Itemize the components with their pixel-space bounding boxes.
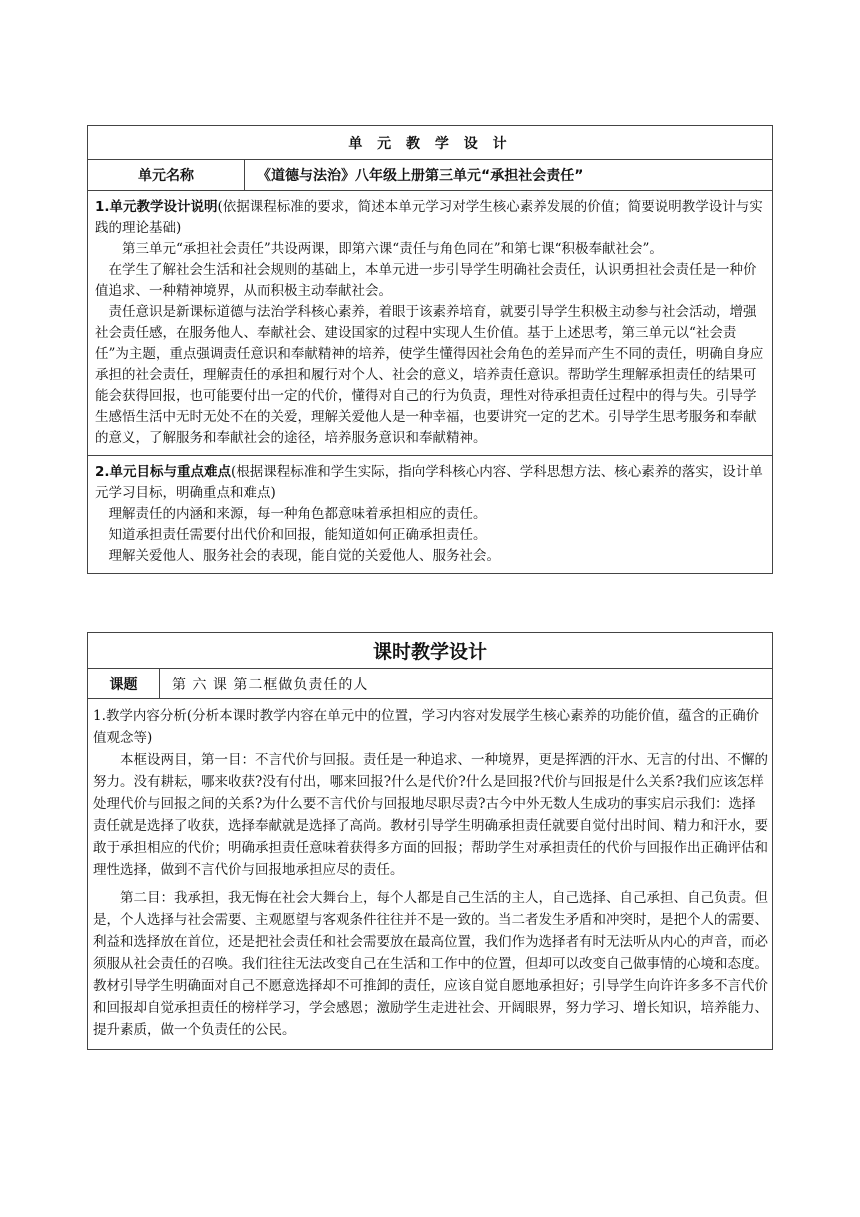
unit-design-table: [87, 125, 773, 574]
section-note: (根据课程标准和学生实际，指向学科核心内容、学科思想方法、核心素养的落实，设计单元学习目标，明确重点和难点): [95, 464, 763, 501]
goal-item: 理解关爱他人、服务社会的表现，能自觉的关爱他人、服务社会。: [108, 548, 500, 564]
section-note: (依据课程标准的要求，简述本单元学习对学生核心素养发展的价值；简要说明教学设计与实践的理论基础): [95, 199, 763, 236]
unit-design-title: 单 元 教 学 设 计: [88, 126, 772, 160]
paragraph: 在学生了解社会生活和社会规则的基础上，本单元进一步引导学生明确社会责任，认识勇担社会责任是一种价值追求、一种精神境界，从而积极主动奉献社会。: [95, 262, 757, 299]
paragraph: 责任意识是新课标道德与法治学科核心素养，着眼于该素养培育，就要引导学生积极主动参与社会活动，增强社会责任感，在服务他人、奉献社会、建设国家的过程中实现人生价值。基于上述思考，第三单元以“社会责任”为主题，重点强调责任意识和奉献精神的培养，使学生懂得因社会角色的差异而产生不同的责任，明确自身应承担的社会责任，理解责任的承担和履行对个人、社会的意义，培养责任意识。帮助学生理解承担责任的结果可能会获得回报，也可能要付出一定的代价，懂得对自己的行为负责，理性对待承担责任过程中的得与失。引导学生感悟生活中无时无处不在的关爱，理解关爱他人是一种幸福，也要讲究一定的艺术。引导学生思考服务和奉献的意义，了解服务和奉献社会的途径，培养服务意识和奉献精神。: [95, 304, 764, 446]
lesson-design-table: [87, 632, 773, 1050]
unit-name-value: 《道德与法治》八年级上册第三单元“承担社会责任”: [257, 168, 584, 184]
section-title: 1.单元教学设计说明: [95, 199, 218, 215]
content-analysis-cell: [88, 699, 772, 1049]
section-title: 1.教学内容分析(分析本课时教学内容在单元中的位置，学习内容对发展学生核心素养的功能价值，蕴含的正确价值观念等): [93, 708, 760, 746]
unit-name-label: 单元名称: [88, 160, 245, 190]
paragraph: 第三单元“承担社会责任”共设两课，即第六课“责任与角色同在”和第七课“积极奉献社会”。: [122, 241, 663, 257]
section-heading: [95, 197, 766, 239]
section-heading: [95, 462, 766, 504]
goal-item: 知道承担责任需要付出代价和回报，能知道如何正确承担责任。: [108, 527, 487, 543]
unit-design-description-cell: [88, 191, 772, 456]
lesson-design-title: 课时教学设计: [88, 633, 772, 669]
paragraph: 第二目：我承担，我无悔在社会大舞台上，每个人都是自己生活的主人，自己选择、自己承担、自己负责。但是，个人选择与社会需要、主观愿望与客观条件往往并不是一致的。当二者发生矛盾和冲突时，是把个人的需要、利益和选择放在首位，还是把社会责任和社会需要放在最高位置，我们作为选择者有时无法听从内心的声音，而必须服从社会责任的召唤。我们往往无法改变自己在生活和工作中的位置，但却可以改变自己做事情的心境和态度。教材引导学生明确面对自己不愿意选择却不可推卸的责任，应该自觉自愿地承担好；引导学生向许许多多不言代价和回报却自觉承担责任的榜样学习，学会感恩；激励学生走进社会、开阔眼界，努力学习、增长知识，培养能力、提升素质，做一个负责任的公民。: [93, 890, 768, 1038]
topic-label: 课题: [88, 669, 160, 698]
unit-name-row: [88, 160, 772, 191]
paragraph: 本框设两目，第一目：不言代价与回报。责任是一种追求、一种境界，更是挥洒的汗水、无言的付出、不懈的努力。没有耕耘，哪来收获?没有付出，哪来回报?什么是代价?什么是回报?代价与回报是什么关系?我们应该怎样处理代价与回报之间的关系?为什么要不言代价与回报地尽职尽责?古今中外无数人生成功的事实启示我们：选择责任就是选择了收获，选择奉献就是选择了高尚。教材引导学生明确承担责任就要自觉付出时间、精力和汗水，要敢于承担相应的代价；明确承担责任意味着获得多方面的回报；帮助学生对承担责任的代价与回报作出正确评估和理性选择，做到不言代价与回报地承担应尽的责任。: [93, 752, 768, 878]
topic-value: 第 六 课 第二框做负责任的人: [172, 676, 369, 693]
goal-item: 理解责任的内涵和来源，每一种角色都意味着承担相应的责任。: [108, 506, 487, 522]
topic-row: [88, 669, 772, 699]
section-title: 2.单元目标与重点难点: [95, 464, 232, 480]
unit-goals-cell: [88, 456, 772, 573]
